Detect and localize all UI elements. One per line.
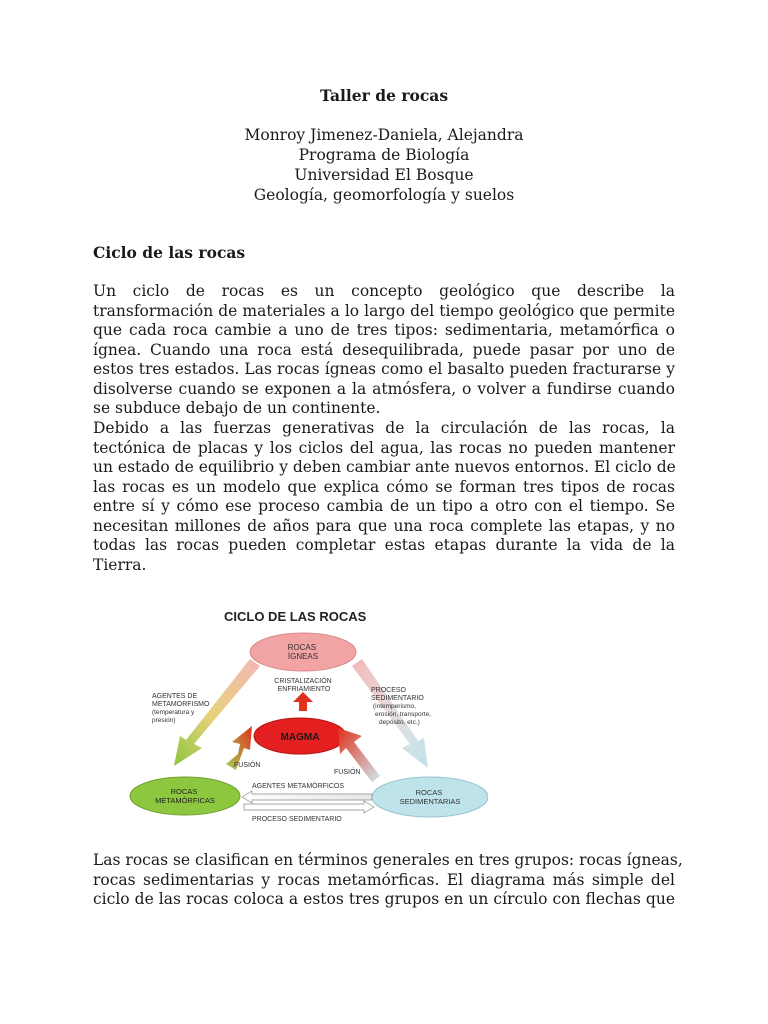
paragraph-line: Tierra. (93, 555, 147, 574)
agentes-bottom-label: AGENTES METAMÓRFICOS (252, 783, 345, 790)
paragraph-line: Un ciclo de rocas es un concepto geológico que describe la (93, 282, 675, 300)
paragraph-line: tectónica de placas y los ciclos del agua, las rocas no pueden mantener (93, 438, 675, 457)
svg-text:PROCESO SEDIMENTARIO (371, 687, 433, 726)
proceso-right-line-3: (intemperismo, (373, 703, 416, 710)
igneas-label-1: ROCAS (287, 643, 317, 652)
sedimentarias-label-2: SEDIMENTARIAS (399, 797, 461, 806)
proceso-right-line-2: SEDIMENTARIO (371, 695, 424, 702)
paragraph-line: ígnea. Cuando una roca está desequilibrada, puede pasar por uno de (93, 340, 675, 359)
document-title: Taller de rocas (319, 86, 449, 105)
proceso-right-line-1: PROCESO (371, 687, 407, 694)
paragraph-line: transformación de materiales a lo largo del tiempo geológico que permite (93, 301, 675, 320)
sedimentarias-label-1: ROCAS (415, 788, 443, 797)
proceso-right-line-4: erosión, transporte, (375, 711, 432, 718)
paragraph-line: entre sí y cómo ese proceso cambia de un tipo a otro con el tiempo. Se (93, 497, 675, 515)
section-heading: Ciclo de las rocas (93, 243, 246, 262)
program-name: Programa de Biología (298, 146, 470, 164)
paragraph-line: rocas sedimentarias y rocas metamórficas. El diagrama más simple del (93, 870, 675, 889)
paragraph-line: un estado de equilibrio y deben cambiar ante nuevos entornos. El ciclo de (93, 458, 676, 476)
arrow-magma-to-igneas (293, 692, 313, 711)
paragraph-line: que cada roca cambie a uno de tres tipos: sedimentaria, metamórfica o (93, 321, 675, 339)
agentes-left-line-1: AGENTES DE (152, 693, 198, 700)
agentes-left-line-2: METAMORFISMO (152, 701, 210, 708)
cristalizacion-label-2: ENFRIAMIENTO (277, 686, 331, 693)
magma-label: MAGMA (280, 732, 320, 743)
paragraph-line: ciclo de las rocas coloca a estos tres grupos en un círculo con flechas que (93, 890, 675, 908)
author-block (0, 125, 768, 205)
author-name: Monroy Jimenez-Daniela, Alejandra (244, 126, 524, 144)
university-name: Universidad El Bosque (294, 166, 474, 184)
arrow-metamorficas-to-sedimentarias (244, 801, 374, 813)
svg-text:CRISTALIZACIÓN ENFRIAM (274, 676, 333, 693)
rock-cycle-diagram (128, 594, 488, 826)
proceso-bottom-label: PROCESO SEDIMENTARIO (252, 816, 342, 823)
igneas-label-2: ÍGNEAS (287, 652, 319, 661)
fusion-left-label: FUSIÓN (234, 762, 261, 769)
paragraph-3 (93, 851, 683, 910)
paragraph-line: todas las rocas pueden completar estas etapas durante la vida de la (93, 536, 675, 554)
paragraph-1 (93, 282, 675, 419)
paragraph-line: Las rocas se clasifican en términos generales en tres grupos: rocas ígneas, (93, 851, 683, 869)
metamorficas-label-2: METAMÓRFICAS (155, 796, 215, 805)
paragraph-line: se subduce debajo de un continente. (93, 399, 381, 417)
cristalizacion-label-1: CRISTALIZACIÓN (274, 678, 332, 685)
diagram-title: CICLO DE LAS ROCAS (224, 609, 367, 624)
agentes-left-line-4: presión) (152, 717, 176, 724)
paragraph-line: las rocas es un modelo que explica cómo se forman tres tipos de rocas (93, 477, 675, 496)
paragraph-line: disolverse cuando se exponen a la atmósfera, o volver a fundirse cuando (93, 379, 675, 398)
agentes-left-line-3: (temperatura y (152, 709, 195, 716)
arrow-sedimentarias-to-metamorficas (242, 791, 372, 803)
paragraph-line: necesitan millones de años para que una roca complete las etapas, y no (93, 516, 675, 535)
paragraph-line: Debido a las fuerzas generativas de la circulación de las rocas, la (93, 419, 675, 437)
fusion-right-label: FUSIÓN (334, 769, 361, 776)
paragraph-2 (93, 419, 675, 575)
paragraph-line: estos tres estados. Las rocas ígneas como el basalto pueden fracturarse y (93, 360, 675, 378)
svg-text:ROCAS ÍGNEAS (288, 643, 319, 661)
course-name: Geología, geomorfología y suelos (253, 186, 515, 204)
metamorficas-label-1: ROCAS (170, 787, 198, 796)
proceso-right-line-5: depósito, etc.) (379, 719, 420, 726)
